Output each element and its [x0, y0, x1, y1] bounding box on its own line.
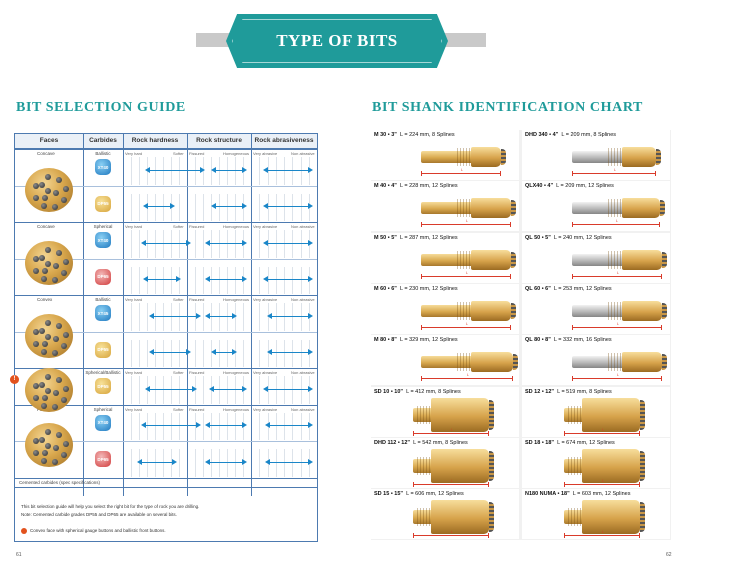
scale-homogeneous: Homogeneous [223, 406, 250, 412]
shank-spec: L = 606 mm, 12 Splines [406, 491, 464, 498]
bit-face-image [25, 423, 73, 467]
length-dimension-line [421, 173, 501, 174]
scale-very-abrasive: Very abrasive [253, 370, 278, 375]
bit-shank-image [413, 398, 494, 432]
scale-very-hard: Very hard [125, 406, 143, 412]
bit-shank-image [421, 147, 506, 167]
length-dimension-line [421, 327, 511, 328]
scale-very-abrasive: Very abrasive [253, 406, 278, 412]
shank-spec: L = 332 mm, 16 Splines [553, 337, 612, 344]
carbide-type-label: Ballistic [95, 151, 111, 156]
length-dimension-label: L [617, 373, 619, 378]
scale-homogeneous: Homogeneous [223, 297, 250, 302]
length-dimension-label: L [466, 270, 468, 275]
shank-cell [522, 284, 670, 334]
note-line-2: Note: Cemented carbide grades DP55 and DP65 are available on several bits. [21, 512, 177, 517]
range-arrow [205, 276, 247, 284]
range-arrow [263, 239, 313, 247]
carbide-grade-badge: DP65 [95, 451, 111, 467]
range-arrow [205, 312, 237, 320]
shank-model: SD 10 • 10" [374, 388, 403, 395]
shank-spec: L = 412 mm, 8 Splines [406, 388, 461, 395]
scale-fissured: Fissured [189, 151, 205, 156]
shank-spec: L = 329 mm, 12 Splines [399, 337, 458, 344]
range-arrow [205, 458, 247, 466]
length-dimension-line [413, 484, 489, 485]
shank-model: QL 80 • 8" [525, 337, 551, 344]
shank-cell [371, 284, 519, 334]
length-dimension-line [413, 433, 489, 434]
shank-model: SD 18 • 18" [525, 439, 554, 446]
length-dimension-line [572, 276, 662, 277]
length-dimension-line [572, 378, 662, 379]
shank-identification-grid [371, 130, 671, 540]
face-type-label: Concave [37, 151, 55, 156]
carbide-grade-badge: XT40 [95, 415, 111, 431]
range-arrow [209, 385, 247, 393]
scale-softer: Softer [173, 406, 184, 412]
scale-homogeneous: Homogeneous [223, 224, 250, 229]
range-arrow [141, 422, 201, 430]
bit-shank-image [564, 500, 645, 534]
range-arrow [149, 349, 191, 357]
range-arrow [141, 239, 191, 247]
shank-label [525, 235, 612, 241]
shank-model: M 40 • 4" [374, 183, 397, 190]
shank-label [374, 337, 458, 343]
range-arrow [263, 276, 313, 284]
scale-very-abrasive: Very abrasive [253, 297, 278, 302]
bit-shank-image [572, 198, 665, 218]
shank-label [525, 286, 612, 292]
shank-spec: L = 253 mm, 12 Splines [553, 285, 612, 292]
shank-label [374, 132, 455, 138]
length-dimension-line [564, 433, 640, 434]
shank-spec: L = 542 mm, 8 Splines [413, 439, 468, 446]
range-arrow [205, 422, 247, 430]
scale-very-hard: Very hard [125, 151, 143, 156]
shank-spec: L = 209 mm, 12 Splines [556, 183, 614, 190]
header-rock-abrasiveness: Rock abrasiveness [254, 137, 314, 144]
length-dimension-label: L [467, 373, 469, 378]
shank-spec: L = 519 mm, 8 Splines [557, 388, 612, 395]
bit-face-image [25, 168, 73, 212]
row-divider [15, 368, 317, 369]
length-dimension-line [564, 484, 640, 485]
shank-cell [522, 387, 670, 437]
row-divider [15, 478, 317, 479]
shank-label [525, 440, 615, 446]
shank-spec: L = 287 mm, 12 Splines [399, 234, 458, 241]
length-dimension-label: L [602, 478, 604, 483]
shank-model: SD 12 • 12" [525, 388, 554, 395]
row-divider [15, 487, 317, 488]
length-dimension-line [572, 173, 656, 174]
row-divider [15, 149, 317, 150]
bit-face-image [25, 368, 73, 412]
length-dimension-line [421, 276, 511, 277]
range-arrow [205, 239, 247, 247]
bit-shank-image [421, 301, 516, 321]
shank-cell [522, 233, 670, 283]
carbide-type-label: Spherical [93, 406, 113, 412]
carbide-type-label: Spherical/Ballistic [85, 370, 121, 375]
range-arrow [267, 349, 313, 357]
shank-spec: L = 209 mm, 8 Splines [561, 132, 617, 138]
shank-cell [371, 489, 519, 539]
header-rock-hardness: Rock hardness [131, 137, 179, 144]
scale-homogeneous: Homogeneous [223, 370, 250, 375]
warning-note: Convex face with spherical gauge buttons and ballistic front buttons. [30, 528, 166, 533]
shank-label [525, 337, 612, 343]
shank-spec: L = 603 mm, 12 Splines [572, 491, 631, 498]
scale-softer: Softer [173, 370, 184, 375]
banner-title: TYPE OF BITS [276, 31, 398, 50]
shank-spec: L = 674 mm, 12 Splines [557, 439, 615, 446]
shank-label [525, 389, 612, 395]
shank-cell [522, 335, 670, 385]
shank-label [374, 235, 458, 241]
scale-softer: Softer [173, 297, 184, 302]
scale-non-abrasive: Non abrasive [291, 224, 315, 229]
carbide-grade-badge: XT45 [95, 305, 111, 321]
shank-model: SD 15 • 15" [374, 491, 403, 498]
length-dimension-label: L [451, 427, 453, 432]
range-arrow [263, 203, 313, 211]
range-arrow [211, 166, 247, 174]
carbide-grade-badge: DP55 [95, 196, 111, 212]
shank-model: QL 50 • 5" [525, 234, 551, 241]
shank-label [374, 440, 468, 446]
table-header [15, 134, 317, 149]
face-type-label: Convex [37, 297, 53, 302]
header-rock-structure: Rock structure [196, 137, 242, 144]
range-arrow [211, 349, 237, 357]
shank-cell [522, 130, 670, 180]
range-arrow [137, 458, 177, 466]
page-number-left: 61 [16, 552, 22, 558]
shank-model: M 80 • 8" [374, 337, 397, 344]
scale-very-hard: Very hard [125, 224, 143, 229]
range-arrow [263, 385, 313, 393]
carbide-grade-badge: XT40 [95, 159, 111, 175]
bit-shank-image [572, 301, 667, 321]
shank-spec: L = 224 mm, 8 Splines [399, 132, 455, 138]
scale-fissured: Fissured [189, 224, 205, 229]
range-arrow [145, 385, 197, 393]
length-dimension-label: L [466, 219, 468, 224]
length-dimension-line [421, 224, 511, 225]
shank-cell [371, 335, 519, 385]
range-arrow [143, 276, 181, 284]
header-carbides: Carbides [89, 137, 117, 144]
shank-model: QLX40 • 4" [525, 183, 554, 190]
page-number-right: 62 [666, 552, 672, 558]
shank-cell [522, 181, 670, 231]
length-dimension-label: L [451, 478, 453, 483]
bit-shank-image [413, 449, 494, 483]
shank-model: M 50 • 5" [374, 234, 397, 241]
shank-model: QL 60 • 6" [525, 285, 551, 292]
shank-cell [371, 181, 519, 231]
carbide-grade-badge: XT40 [95, 232, 111, 248]
top-banner [0, 0, 750, 78]
length-dimension-label: L [451, 530, 453, 535]
bit-shank-image [413, 500, 494, 534]
shank-cell [371, 130, 519, 180]
scale-softer: Softer [173, 151, 184, 156]
scale-fissured: Fissured [189, 297, 205, 302]
shank-model: M 30 • 3" [374, 132, 397, 138]
shank-cell [371, 387, 519, 437]
length-dimension-line [413, 535, 489, 536]
scale-homogeneous: Homogeneous [223, 151, 250, 156]
scale-fissured: Fissured [189, 370, 205, 375]
warning-icon [21, 528, 27, 534]
shank-cell [371, 233, 519, 283]
bit-shank-image [572, 147, 661, 167]
bit-shank-image [564, 449, 645, 483]
length-dimension-line [421, 378, 513, 379]
shank-cell [522, 438, 670, 488]
scale-very-hard: Very hard [125, 297, 143, 302]
length-dimension-line [572, 327, 662, 328]
scale-very-abrasive: Very abrasive [253, 224, 278, 229]
row-divider [15, 295, 317, 296]
length-dimension-label: L [602, 530, 604, 535]
bit-face-image [25, 241, 73, 285]
shank-model: N180 NUMA • 18" [525, 491, 570, 498]
length-dimension-label: L [617, 321, 619, 326]
bit-shank-image [421, 198, 516, 218]
bit-selection-title: BIT SELECTION GUIDE [16, 100, 186, 115]
bit-face-image [25, 314, 73, 358]
carbide-type-label: Spherical [93, 224, 113, 229]
range-arrow [267, 312, 313, 320]
length-dimension-label: L [461, 168, 463, 172]
range-arrow [211, 203, 247, 211]
range-arrow [145, 166, 205, 174]
carbide-grade-badge: DP65 [95, 269, 111, 285]
row-divider [15, 222, 317, 223]
shank-spec: L = 240 mm, 12 Splines [553, 234, 612, 241]
range-arrow [149, 312, 201, 320]
shank-label [525, 183, 614, 189]
length-dimension-label: L [614, 168, 616, 172]
scale-very-hard: Very hard [125, 370, 143, 375]
bit-shank-image [421, 250, 516, 270]
carbide-grade-badge: DP55 [95, 342, 111, 358]
shank-cell [522, 489, 670, 539]
shank-model: DHD 340 • 4" [525, 132, 559, 138]
shank-label [374, 389, 461, 395]
shank-label [525, 132, 616, 138]
bit-shank-image [572, 250, 667, 270]
carbide-type-label: Ballistic [95, 297, 111, 302]
bit-selection-table [14, 133, 318, 542]
face-type-label: Concave [37, 224, 55, 229]
bit-shank-image [564, 398, 645, 432]
length-dimension-label: L [616, 219, 618, 224]
length-dimension-label: L [617, 270, 619, 275]
shank-chart-title: BIT SHANK IDENTIFICATION CHART [372, 100, 643, 115]
length-dimension-line [572, 224, 660, 225]
range-arrow [143, 203, 175, 211]
shank-spec: L = 228 mm, 12 Splines [399, 183, 458, 190]
range-arrow [265, 458, 313, 466]
scale-non-abrasive: Non abrasive [291, 151, 315, 156]
shank-label [374, 286, 458, 292]
shank-model: M 60 • 6" [374, 285, 397, 292]
note-line-1: This bit selection guide will help you select the right bit for the type of rock you are drilling. [21, 504, 200, 509]
length-dimension-label: L [602, 427, 604, 432]
scale-non-abrasive: Non abrasive [291, 406, 315, 412]
shank-model: DHD 112 • 12" [374, 439, 411, 446]
scale-fissured: Fissured [189, 406, 205, 412]
scale-softer: Softer [173, 224, 184, 229]
carbide-grade-badge: DP55 [95, 378, 111, 394]
scale-very-abrasive: Very abrasive [253, 151, 278, 156]
range-arrow [263, 166, 313, 174]
bit-shank-image [421, 352, 518, 372]
length-dimension-label: L [466, 321, 468, 326]
footer-row-label: Cemented carbides (spec specifications) [19, 479, 101, 485]
shank-label [525, 491, 630, 497]
bit-shank-image [572, 352, 667, 372]
shank-label [374, 183, 458, 189]
shank-label [374, 491, 464, 497]
scale-non-abrasive: Non abrasive [291, 297, 315, 302]
range-arrow [265, 422, 313, 430]
scale-non-abrasive: Non abrasive [291, 370, 315, 375]
header-faces: Faces [39, 137, 59, 144]
warning-icon: ! [10, 375, 19, 384]
shank-cell [371, 438, 519, 488]
shank-spec: L = 230 mm, 12 Splines [399, 285, 458, 292]
length-dimension-line [564, 535, 640, 536]
